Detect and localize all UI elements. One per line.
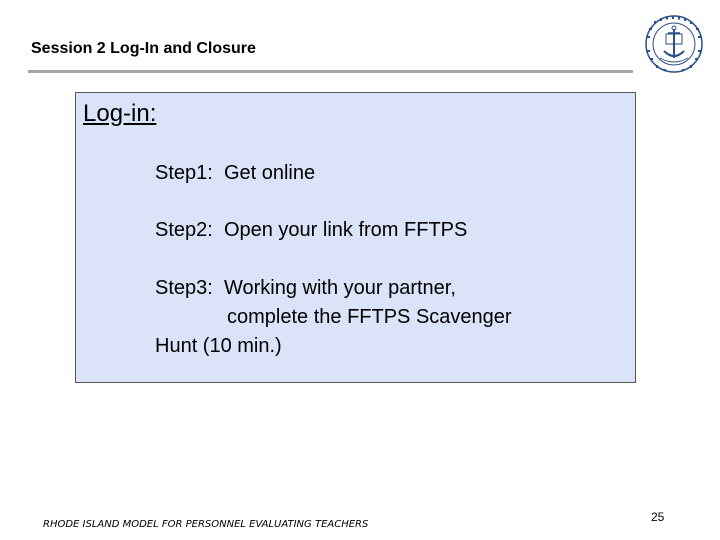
login-steps-box xyxy=(75,92,636,383)
step-text-continued: complete the FFTPS Scavenger xyxy=(227,306,512,328)
step-label: Step3: xyxy=(155,277,213,299)
step-text: Get online xyxy=(223,162,316,184)
page-number: 25 xyxy=(651,510,665,524)
step-2 xyxy=(155,216,595,245)
step-3 xyxy=(155,274,595,361)
page-title: Session 2 Log-In and Closure xyxy=(31,40,256,57)
step-label: Step1: xyxy=(155,162,213,184)
step-text: Working with your partner, xyxy=(223,277,456,299)
step-1 xyxy=(155,159,595,188)
state-seal-anchor-icon xyxy=(644,14,704,74)
header-divider xyxy=(28,70,633,73)
box-heading: Log-in: xyxy=(83,100,157,127)
step-text: Open your link from FFTPS xyxy=(223,219,468,241)
step-text-continued-2: Hunt (10 min.) xyxy=(155,335,282,357)
footer-organization: RHODE ISLAND MODEL FOR PERSONNEL EVALUATING TEACHERS xyxy=(43,519,369,530)
step-label: Step2: xyxy=(155,219,213,241)
